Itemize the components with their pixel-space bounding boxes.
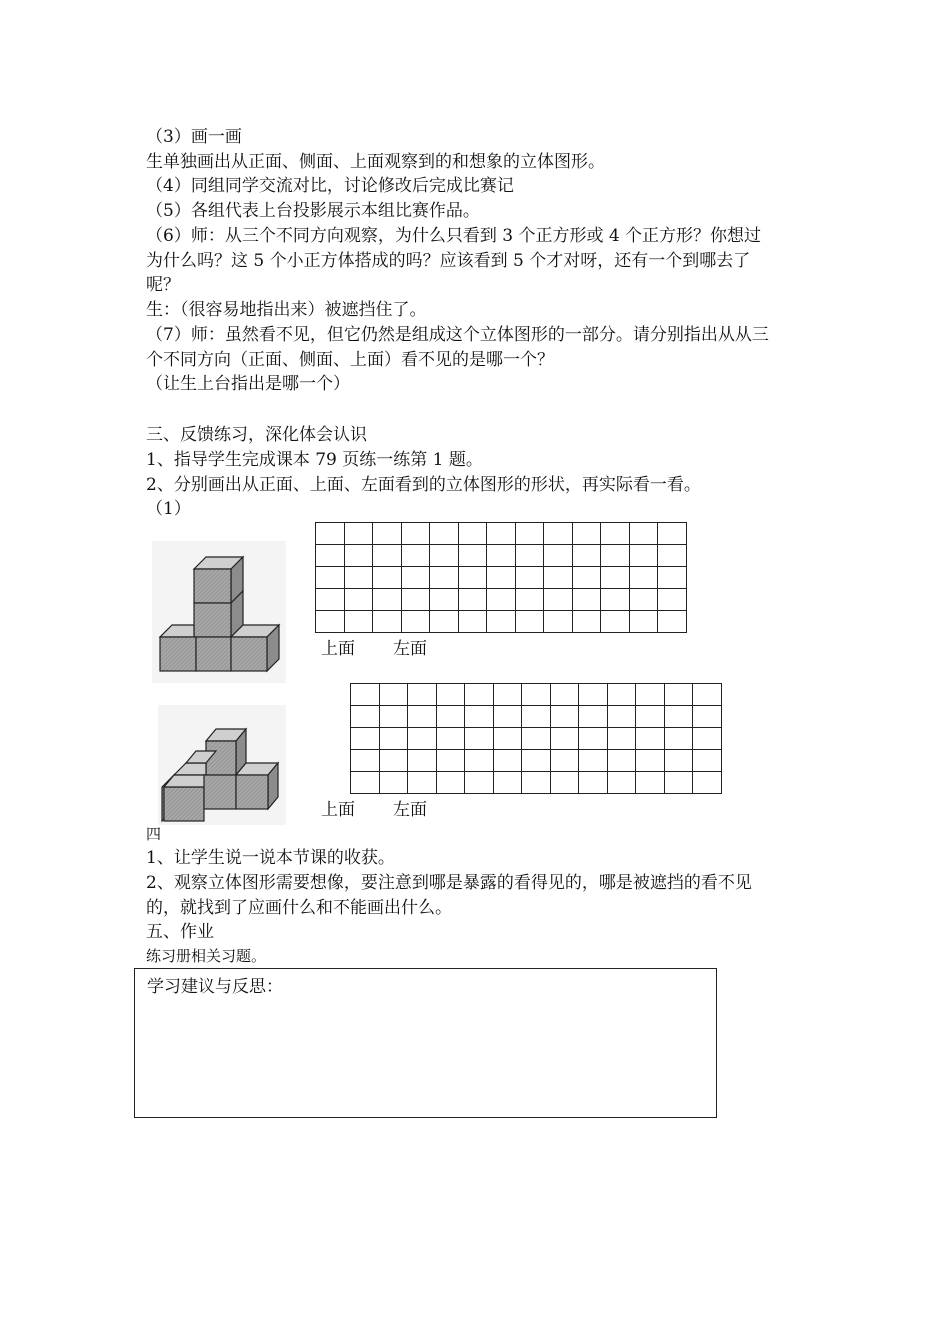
line-10: 个不同方向（正面、侧面、上面）看不见的是哪一个？ — [146, 350, 554, 370]
line-8: 生：（很容易地指出来）被遮挡住了。 — [146, 300, 427, 320]
section-4-heading: 四 — [146, 825, 162, 843]
drawing-grid-2[interactable] — [350, 683, 722, 794]
grid-2-left-label: 左面 — [393, 800, 427, 820]
line-4: （5）各组代表上台投影展示本组比赛作品。 — [146, 201, 480, 221]
line-14: 2、分别画出从正面、上面、左面看到的立体图形的形状，再实际看一看。 — [146, 475, 701, 495]
line-19: 的，就找到了应画什么和不能画出什么。 — [146, 898, 452, 918]
section-3-heading: 三、反馈练习，深化体会认识 — [146, 425, 367, 445]
cube-figure-1 — [152, 541, 286, 683]
drawing-grid-1[interactable] — [315, 522, 687, 633]
cube-figure-1-drawing — [152, 541, 286, 683]
cube-figure-2 — [158, 705, 286, 825]
line-9: （7）师：虽然看不见，但它仍然是组成这个立体图形的一部分。请分别指出从从三 — [146, 325, 769, 345]
grid-1-top-label: 上面 — [321, 639, 355, 659]
line-5: （6）师：从三个不同方向观察，为什么只看到 3 个正方形或 4 个正方形？你想过 — [146, 226, 762, 246]
line-13: 1、指导学生完成课本 79 页练一练第 1 题。 — [146, 450, 483, 470]
line-1: （3）画一画 — [146, 127, 242, 147]
line-2: 生单独画出从正面、侧面、上面观察到的和想象的立体图形。 — [146, 152, 605, 172]
line-18: 2、观察立体图形需要想像，要注意到哪是暴露的看得见的，哪是被遮挡的看不见 — [146, 873, 752, 893]
grid-1-left-label: 左面 — [393, 639, 427, 659]
line-11: （让生上台指出是哪一个） — [146, 374, 350, 394]
reflection-title: 学习建议与反思： — [147, 977, 283, 997]
line-6: 为什么吗？这 5 个小正方体搭成的吗？应该看到 5 个才对呀，还有一个到哪去了 — [146, 251, 751, 271]
line-17: 1、让学生说一说本节课的收获。 — [146, 848, 395, 868]
line-15: （1） — [146, 499, 191, 519]
cube-figure-2-drawing — [158, 705, 286, 825]
section-5-heading: 五、作业 — [146, 922, 214, 942]
line-3: （4）同组同学交流对比，讨论修改后完成比赛记 — [146, 176, 514, 196]
reflection-box[interactable] — [134, 968, 717, 1118]
line-7: 呢？ — [146, 275, 180, 295]
line-21: 练习册相关习题。 — [146, 947, 267, 965]
grid-2-top-label: 上面 — [321, 800, 355, 820]
